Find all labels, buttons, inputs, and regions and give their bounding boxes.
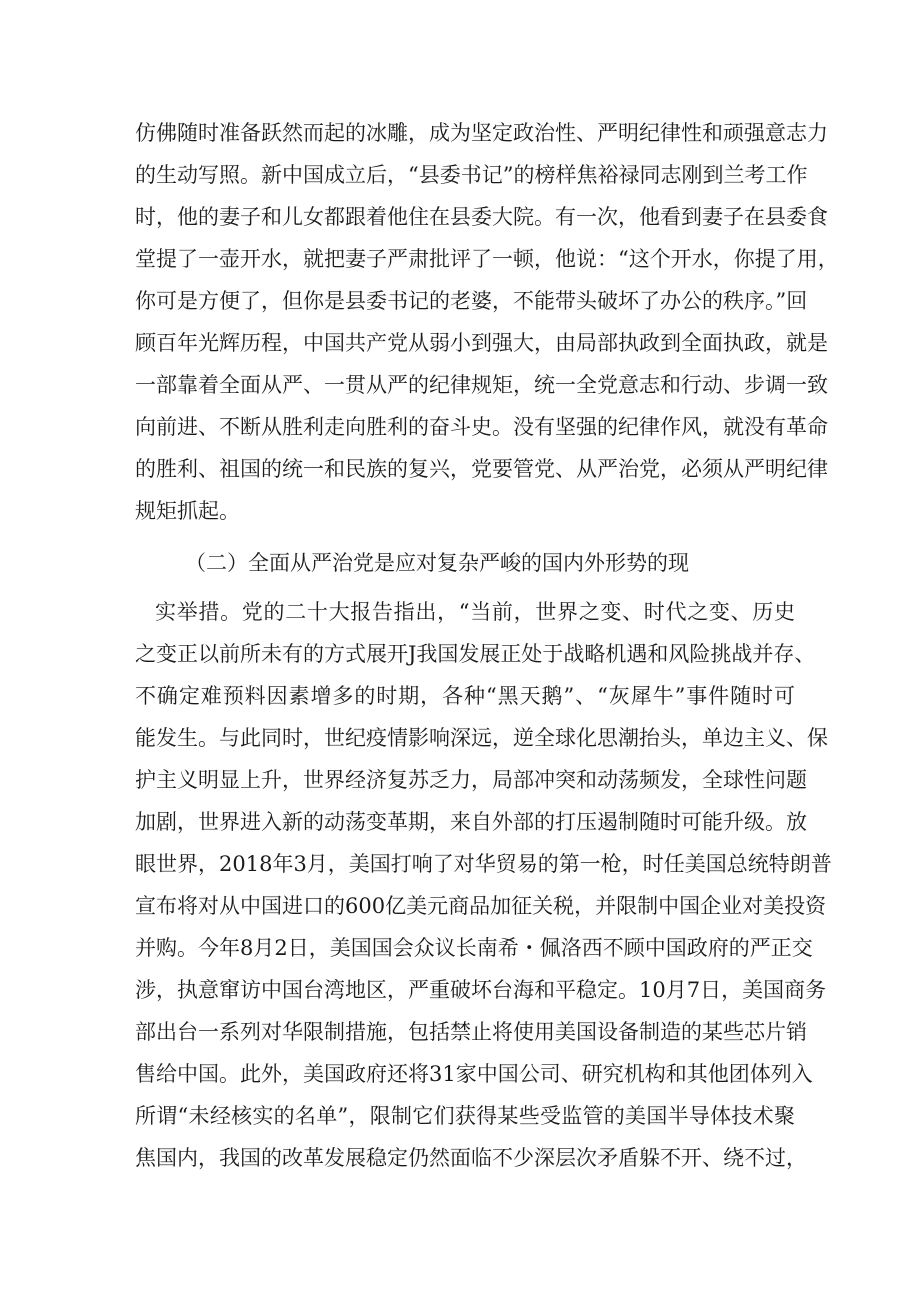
text-line: 顾百年光辉历程，中国共产党从弱小到强大，由局部执政到全面执政，就是 <box>135 331 828 355</box>
text-line: 焦国内，我国的改革发展稳定仍然面临不少深层次矛盾躲不开、绕不过， <box>135 1146 807 1170</box>
text-line: 一部靠着全面从严、一贯从严的纪律规矩，统一全党意志和行动、步调一致 <box>135 373 828 397</box>
text-line: 并购。今年8月2日，美国国会众议长南希・佩洛西不顾中国政府的严正交 <box>135 936 813 960</box>
text-line: 涉，执意窜访中国台湾地区，严重破坏台海和平稳定。10月7日，美国商务 <box>135 978 827 1002</box>
text-line: 所谓“未经核实的名单”，限制它们获得某些受监管的美国半导体技术聚 <box>135 1104 795 1128</box>
text-line: 部出台一系列对华限制措施，包括禁止将使用美国设备制造的某些芯片销 <box>135 1020 807 1044</box>
text-line: 不确定难预料因素增多的时期，各种“黑天鹅”、“灰犀牛”事件随时可 <box>135 684 795 708</box>
text-line: 加剧，世界进入新的动荡变革期，来自外部的打压遏制随时可能升级。放 <box>135 810 807 834</box>
text-line: 仿佛随时准备跃然而起的冰雕，成为坚定政治性、严明纪律性和顽强意志力 <box>135 121 828 145</box>
text-line: 眼世界，2018年3月，美国打响了对华贸易的第一枪，时任美国总统特朗普 <box>135 852 832 876</box>
text-line: 的生动写照。新中国成立后，“县委书记”的榜样焦裕禄同志刚到兰考工作 <box>135 163 808 187</box>
text-line: 堂提了一壶开水，就把妻子严肃批评了一顿，他说：“这个开水，你提了用， <box>135 247 839 271</box>
text-line: 售给中国。此外，美国政府还将31家中国公司、研究机构和其他团体列入 <box>135 1062 813 1086</box>
text-line: 护主义明显上升，世界经济复苏乏力，局部冲突和动荡频发，全球性问题 <box>135 768 807 792</box>
text-line: 的胜利、祖国的统一和民族的复兴，党要管党、从严治党，必须从严明纪律 <box>135 457 828 481</box>
text-line: 实举措。党的二十大报告指出，“当前，世界之变、时代之变、历史 <box>155 600 795 624</box>
text-line: 时，他的妻子和儿女都跟着他住在县委大院。有一次，他看到妻子在县委食 <box>135 205 828 229</box>
text-line: 规矩抓起。 <box>135 499 240 523</box>
text-line: 能发生。与此同时，世纪疫情影响深远，逆全球化思潮抬头，单边主义、保 <box>135 726 828 750</box>
text-line: 你可是方便了，但你是县委书记的老婆，不能带头破坏了办公的秩序。”回 <box>135 289 808 313</box>
text-line: 向前进、不断从胜利走向胜利的奋斗史。没有坚强的纪律作风，就没有革命 <box>135 415 828 439</box>
text-line: 宣布将对从中国进口的600亿美元商品加征关税，并限制中国企业对美投资 <box>135 894 827 918</box>
section-heading: （二）全面从严治党是应对复杂严峻的国内外形势的现 <box>185 551 689 575</box>
text-line: 之变正以前所未有的方式展开J我国发展正处于战略机遇和风险挑战并存、 <box>135 642 816 666</box>
